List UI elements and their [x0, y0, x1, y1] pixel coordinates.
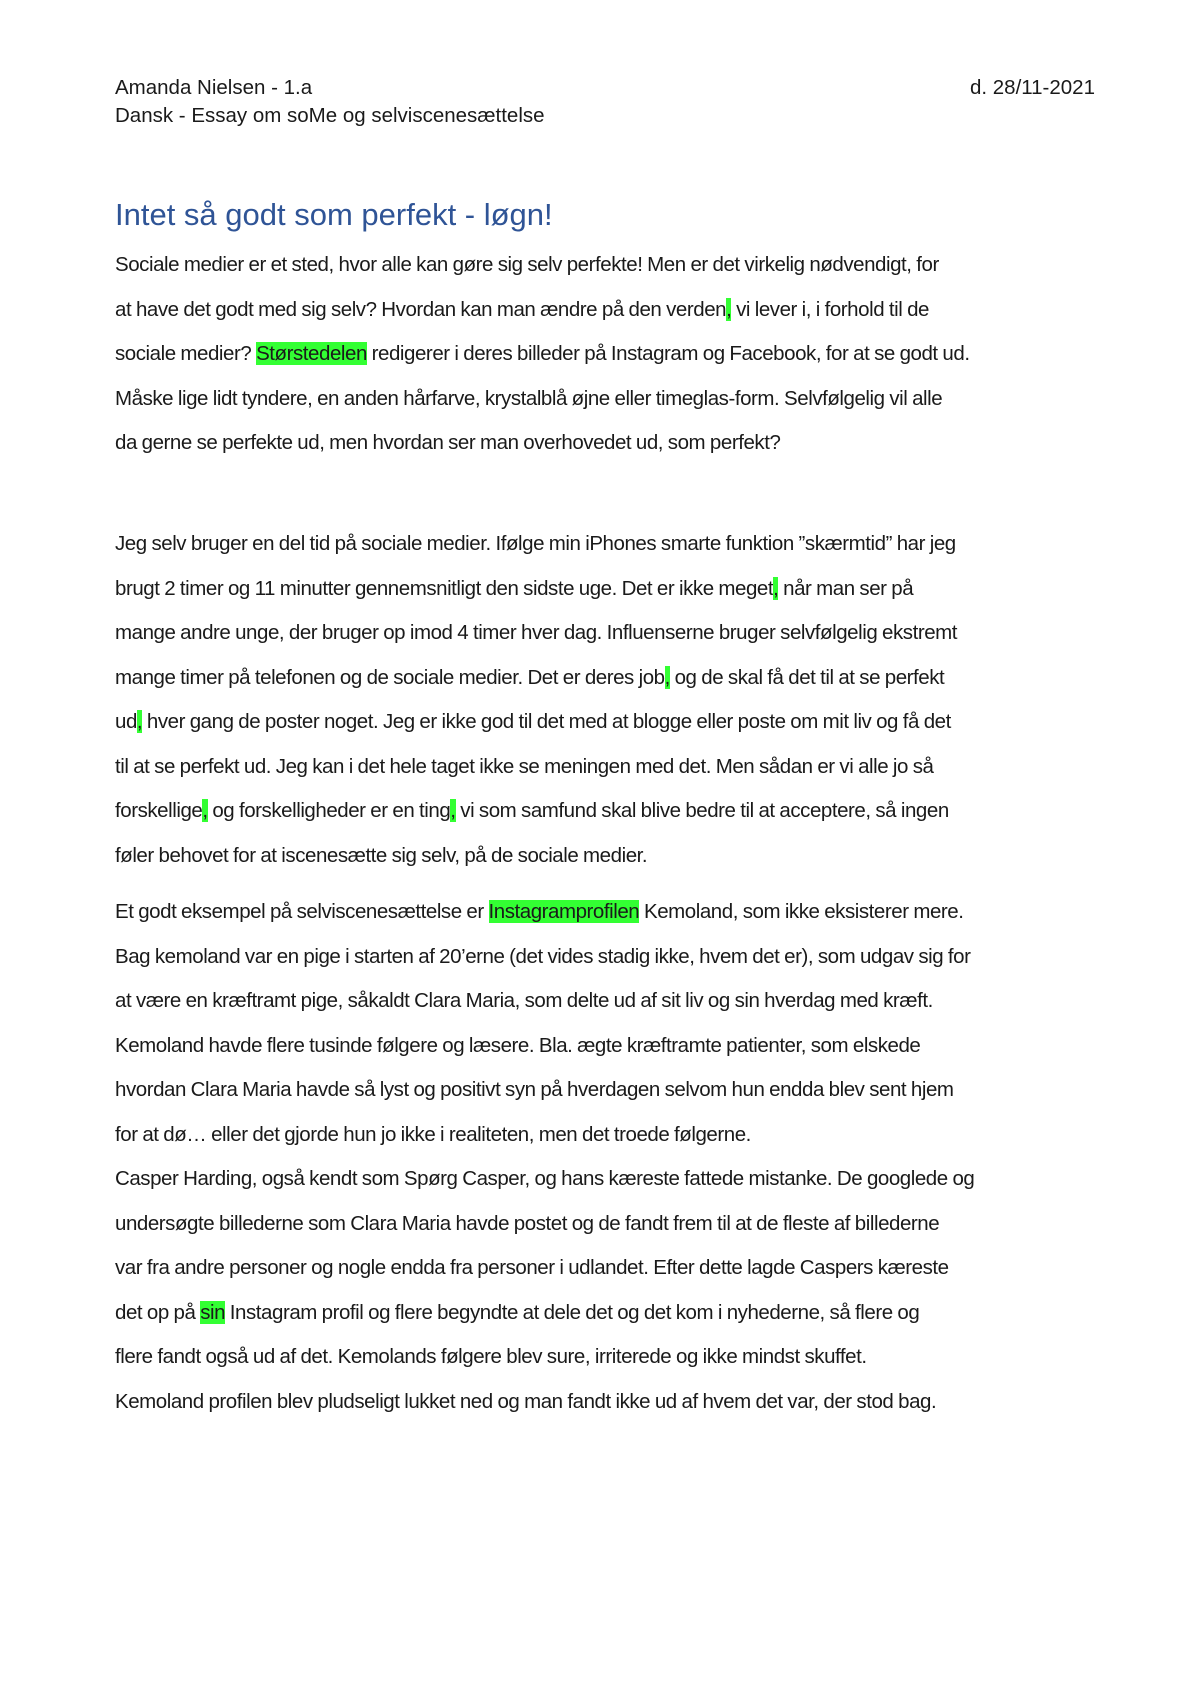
text-line — [115, 567, 1105, 612]
text-segment: Instagram profil og flere begyndte at dele det og det kom i nyhederne, så flere og — [225, 1300, 920, 1324]
text-segment: Kemoland havde flere tusinde følgere og læsere. Bla. ægte kræftramte patienter, som elskede — [115, 1033, 921, 1057]
highlighted-text: , — [664, 665, 670, 689]
text-line — [115, 522, 1105, 567]
text-segment: hver gang de poster noget. Jeg er ikke god til det med at blogge eller poste om mit liv og få det — [142, 710, 951, 733]
text-segment: Bag kemoland var en pige i starten af 20’erne (det vides stadig ikke, hvem det er), som udgav sig for — [115, 944, 971, 968]
text-line — [115, 935, 1105, 980]
document-date: d. 28/11-2021 — [969, 76, 1095, 99]
text-segment: da gerne se perfekte ud, men hvordan ser man overhovedet ud, som perfekt? — [115, 431, 781, 454]
text-line — [115, 1380, 1105, 1425]
text-segment: til at se perfekt ud. Jeg kan i det hele taget ikke se meningen med det. Men sådan er vi alle jo så — [115, 754, 934, 778]
text-segment: mange timer på telefonen og de sociale medier. Det er deres job — [115, 665, 665, 689]
text-segment: Jeg selv bruger en del tid på sociale medier. Ifølge min iPhones smarte funktion ”skærmtid” har jeg — [115, 532, 956, 555]
text-segment: Måske lige lidt tyndere, en anden hårfarve, krystalblå øjne eller timeglas-form. Selvfølgelig vil alle — [115, 386, 943, 410]
text-line — [115, 1024, 1105, 1069]
text-segment: hvordan Clara Maria havde så lyst og positivt syn på hverdagen selvom hun endda blev sent hjem — [115, 1078, 954, 1101]
text-segment: mange andre unge, der bruger op imod 4 timer hver dag. Influenserne bruger selvfølgelig ekstremt — [115, 621, 958, 644]
document-subject: Dansk - Essay om soMe og selviscenesættelse — [115, 104, 545, 127]
text-segment: undersøgte billederne som Clara Maria havde postet og de fandt frem til at de fleste af billederne — [115, 1211, 940, 1235]
text-line — [115, 1246, 1105, 1291]
text-line — [115, 243, 1105, 288]
text-segment: at være en kræftramt pige, såkaldt Clara Maria, som delte ud af sit liv og sin hverdag med kræft. — [115, 989, 933, 1012]
highlighted-text: sin — [200, 1300, 226, 1324]
text-segment: redigerer i deres billeder på Instagram og Facebook, for at se godt ud. — [366, 342, 970, 365]
highlighted-text: Størstedelen — [256, 342, 367, 365]
document-header — [115, 74, 1095, 102]
text-line — [115, 1157, 1105, 1202]
text-line — [115, 834, 1105, 879]
highlighted-text: , — [726, 297, 732, 321]
highlighted-text: , — [136, 710, 143, 733]
text-segment: brugt 2 timer og 11 minutter gennemsnitligt den sidste uge. Det er ikke meget — [115, 576, 774, 600]
text-line — [115, 979, 1105, 1024]
text-segment: det op på — [115, 1300, 201, 1324]
text-line — [115, 377, 1105, 422]
highlighted-text: , — [202, 799, 208, 822]
text-line — [115, 421, 1105, 466]
text-line — [115, 611, 1105, 656]
text-line — [115, 288, 1105, 333]
text-line — [115, 656, 1105, 701]
text-line — [115, 745, 1105, 790]
text-segment: sociale medier? — [115, 342, 257, 365]
text-segment: forskellige — [115, 799, 203, 822]
text-segment: ud — [115, 710, 137, 733]
text-segment: Kemoland, som ikke eksisterer mere. — [639, 900, 964, 923]
text-segment: var fra andre personer og nogle endda fra personer i udlandet. Efter dette lagde Caspers kæreste — [115, 1256, 949, 1279]
highlighted-text: Instagramprofilen — [488, 900, 640, 923]
author-class: Amanda Nielsen - 1.a — [115, 76, 313, 99]
text-line — [115, 1202, 1105, 1247]
highlighted-text: , — [450, 799, 456, 822]
text-segment: at have det godt med sig selv? Hvordan kan man ændre på den verden — [115, 297, 727, 321]
text-line — [115, 332, 1105, 377]
text-segment: vi som samfund skal blive bedre til at acceptere, så ingen — [455, 799, 949, 822]
paragraph-example — [115, 890, 1105, 1424]
essay-title: Intet så godt som perfekt - løgn! — [115, 197, 553, 232]
text-segment: vi lever i, i forhold til de — [731, 297, 929, 321]
text-segment: og forskelligheder er en ting — [207, 799, 451, 822]
text-segment: Casper Harding, også kendt som Spørg Casper, og hans kæreste fattede mistanke. De googlede og — [115, 1167, 975, 1190]
text-segment: og de skal få det til at se perfekt — [669, 665, 945, 689]
paragraph-intro — [115, 243, 1105, 466]
text-segment: flere fandt også ud af det. Kemolands følgere blev sure, irriterede og ikke mindst skuffet. — [115, 1345, 867, 1368]
paragraph-personal — [115, 522, 1105, 878]
text-segment: føler behovet for at iscenesætte sig selv, på de sociale medier. — [115, 843, 648, 867]
text-segment: Et godt eksempel på selviscenesættelse er — [115, 900, 489, 923]
text-line — [115, 1068, 1105, 1113]
text-line — [115, 700, 1105, 745]
text-line — [115, 1113, 1105, 1158]
text-line — [115, 1335, 1105, 1380]
text-segment: når man ser på — [778, 576, 914, 600]
text-line — [115, 890, 1105, 935]
text-line — [115, 789, 1105, 834]
text-segment: Kemoland profilen blev pludseligt lukket ned og man fandt ikke ud af hvem det var, der stod bag. — [115, 1389, 937, 1413]
text-segment: Sociale medier er et sted, hvor alle kan gøre sig selv perfekte! Men er det virkelig nødvendigt, for — [115, 253, 939, 276]
highlighted-text: , — [773, 576, 779, 600]
text-segment: for at dø… eller det gjorde hun jo ikke i realiteten, men det troede følgerne. — [115, 1122, 751, 1146]
text-line — [115, 1291, 1105, 1336]
